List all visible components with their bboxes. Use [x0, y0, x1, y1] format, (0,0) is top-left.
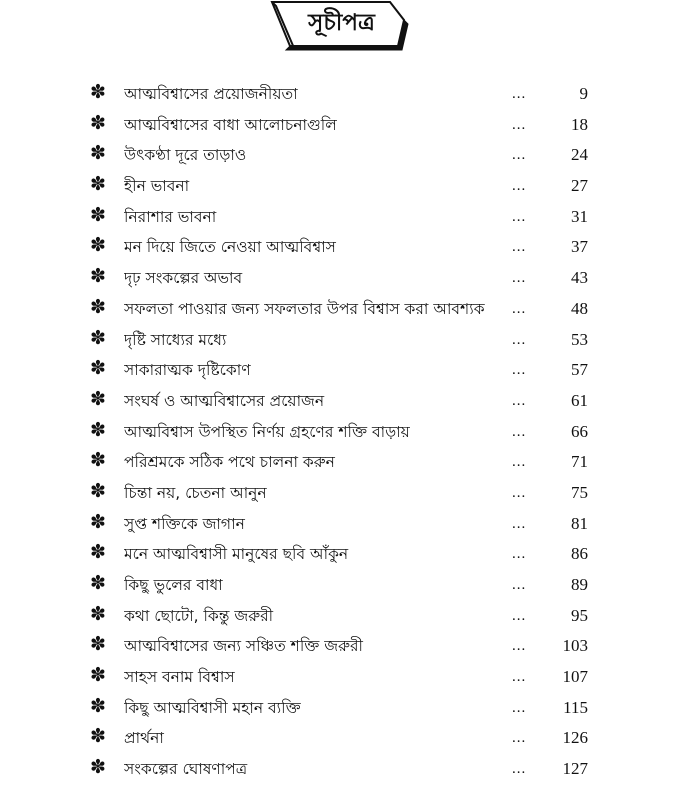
toc-entry-page-number: 127: [562, 759, 588, 779]
toc-entry-page-number: 107: [562, 667, 588, 687]
toc-entry[interactable]: [88, 753, 588, 784]
toc-header: [0, 0, 683, 60]
page-title: সূচীপত্র: [308, 10, 375, 36]
table-of-contents: [88, 78, 588, 784]
bullet-star-icon: ✽: [90, 541, 106, 564]
dot-leader: ...: [512, 638, 527, 655]
dot-leader: ...: [512, 423, 527, 440]
dot-leader: ...: [512, 208, 527, 225]
toc-entry-page-number: 81: [571, 513, 588, 533]
dot-leader: ...: [512, 300, 527, 317]
toc-entry-title: সংঘর্ষ ও আত্মবিশ্বাসের প্রয়োজন: [124, 391, 325, 410]
toc-entry-title: সাহস বনাম বিশ্বাস: [124, 668, 235, 687]
toc-entry-page-number: 61: [571, 390, 588, 410]
dot-leader: ...: [512, 484, 527, 501]
toc-entry[interactable]: [88, 170, 588, 201]
toc-entry-title: হীন ভাবনা: [124, 177, 190, 196]
toc-entry-title: দৃঢ় সংকল্পের অভাব: [124, 269, 243, 288]
dot-leader: ...: [512, 270, 527, 287]
toc-entry-title: কিছু ভুলের বাধা: [124, 576, 223, 594]
toc-entry-page-number: 24: [571, 145, 588, 165]
toc-entry-title: আত্মবিশ্বাস উপস্থিত নির্ণয় গ্রহণের শক্তি বাড়ায়: [124, 422, 410, 441]
toc-entry-page-number: 43: [571, 268, 588, 288]
toc-entry-title: চিন্তা নয়, চেতনা আনুন: [124, 483, 267, 502]
toc-entry[interactable]: [88, 201, 588, 232]
toc-entry-title: মন দিয়ে জিতে নেওয়া আত্মবিশ্বাস: [124, 238, 336, 257]
toc-entry-title: কিছু আত্মবিশ্বাসী মহান ব্যক্তি: [124, 698, 301, 717]
dot-leader: ...: [512, 607, 527, 624]
toc-entry-page-number: 27: [571, 176, 588, 196]
bullet-star-icon: ✽: [90, 173, 106, 196]
bullet-star-icon: ✽: [90, 387, 106, 410]
toc-entry-page-number: 103: [562, 636, 588, 656]
bullet-star-icon: ✽: [90, 694, 106, 717]
bullet-star-icon: ✽: [90, 326, 106, 349]
toc-entry-title: আত্মবিশ্বাসের প্রয়োজনীয়তা: [124, 85, 298, 103]
bullet-star-icon: ✽: [90, 725, 106, 748]
toc-entry-page-number: 31: [571, 206, 588, 226]
bullet-star-icon: ✽: [90, 295, 106, 318]
toc-entry[interactable]: [88, 508, 588, 539]
bullet-star-icon: ✽: [90, 479, 106, 502]
toc-entry-title: মনে আত্মবিশ্বাসী মানুষের ছবি আঁকুন: [124, 545, 349, 564]
toc-entry[interactable]: [88, 78, 588, 109]
toc-entry-title: প্রার্থনা: [124, 729, 164, 748]
toc-entry-page-number: 57: [571, 360, 588, 380]
toc-entry-page-number: 115: [563, 697, 588, 717]
toc-entry[interactable]: [88, 231, 588, 262]
toc-entry-page-number: 48: [571, 298, 588, 318]
dot-leader: ...: [512, 86, 527, 102]
toc-entry[interactable]: [88, 354, 588, 385]
toc-entry-page-number: 37: [571, 237, 588, 257]
bullet-star-icon: ✽: [90, 81, 106, 103]
dot-leader: ...: [512, 147, 527, 164]
toc-entry[interactable]: [88, 262, 588, 293]
toc-entry-page-number: 86: [571, 544, 588, 564]
toc-entry-page-number: 9: [579, 84, 588, 103]
toc-entry[interactable]: [88, 385, 588, 416]
toc-entry-title: আত্মবিশ্বাসের জন্য সঞ্চিত শক্তি জরুরী: [124, 637, 363, 656]
toc-entry-page-number: 89: [571, 575, 588, 594]
toc-entry-title: পরিশ্রমকে সঠিক পথে চালনা করুন: [124, 453, 335, 472]
toc-entry-title: কথা ছোটো, কিন্তু জরুরী: [124, 606, 274, 625]
dot-leader: ...: [512, 515, 527, 532]
toc-entry[interactable]: [88, 477, 588, 508]
toc-entry[interactable]: [88, 324, 588, 355]
bullet-star-icon: ✽: [90, 234, 106, 257]
bullet-star-icon: ✽: [90, 510, 106, 533]
toc-entry-title: দৃষ্টি সাধ্যের মধ্যে: [124, 330, 227, 349]
bullet-star-icon: ✽: [90, 111, 106, 134]
bullet-star-icon: ✽: [90, 265, 106, 288]
toc-entry-page-number: 75: [571, 482, 588, 502]
dot-leader: ...: [512, 454, 527, 471]
toc-entry-title: নিরাশার ভাবনা: [124, 207, 217, 226]
toc-entry[interactable]: [88, 139, 588, 170]
toc-entry-page-number: 66: [571, 421, 588, 441]
toc-entry[interactable]: [88, 569, 588, 600]
dot-leader: ...: [512, 730, 527, 747]
bullet-star-icon: ✽: [90, 664, 106, 687]
bullet-star-icon: ✽: [90, 602, 106, 625]
toc-entry[interactable]: [88, 692, 588, 723]
dot-leader: ...: [512, 116, 527, 133]
dot-leader: ...: [512, 362, 527, 379]
toc-entry-page-number: 53: [571, 329, 588, 349]
toc-entry-title: সাকারাত্মক দৃষ্টিকোণ: [124, 361, 251, 380]
bullet-star-icon: ✽: [90, 756, 106, 779]
toc-entry-page-number: 18: [571, 114, 588, 134]
dot-leader: ...: [512, 392, 527, 409]
toc-entry[interactable]: [88, 600, 588, 631]
bullet-star-icon: ✽: [90, 418, 106, 441]
bullet-star-icon: ✽: [90, 203, 106, 226]
toc-entry-title: উৎকণ্ঠা দূরে তাড়াও: [124, 146, 247, 165]
toc-entry-page-number: 71: [571, 452, 588, 472]
dot-leader: ...: [512, 669, 527, 686]
dot-leader: ...: [512, 546, 527, 563]
toc-entry-title: সফলতা পাওয়ার জন্য সফলতার উপর বিশ্বাস করা আবশ্যক: [124, 299, 485, 318]
bullet-star-icon: ✽: [90, 142, 106, 165]
toc-entry[interactable]: [88, 416, 588, 447]
toc-entry-title: আত্মবিশ্বাসের বাধা আলোচনাগুলি: [124, 115, 337, 134]
toc-entry[interactable]: [88, 661, 588, 692]
toc-entry-title: সুপ্ত শক্তিকে জাগান: [124, 514, 245, 533]
toc-entry[interactable]: [88, 630, 588, 661]
dot-leader: ...: [512, 331, 527, 348]
toc-entry-title: সংকল্পের ঘোষণাপত্র: [124, 760, 248, 779]
bullet-star-icon: ✽: [90, 633, 106, 656]
dot-leader: ...: [512, 577, 527, 593]
toc-entry[interactable]: [88, 293, 588, 324]
toc-entry[interactable]: [88, 446, 588, 477]
dot-leader: ...: [512, 239, 527, 256]
dot-leader: ...: [512, 178, 527, 195]
toc-entry[interactable]: [88, 722, 588, 753]
toc-entry[interactable]: [88, 109, 588, 140]
toc-entry-page-number: 126: [562, 728, 588, 748]
toc-entry[interactable]: [88, 538, 588, 569]
bullet-star-icon: ✽: [90, 449, 106, 472]
bullet-star-icon: ✽: [90, 572, 106, 594]
dot-leader: ...: [512, 699, 527, 716]
dot-leader: ...: [512, 761, 527, 778]
bullet-star-icon: ✽: [90, 357, 106, 380]
toc-entry-page-number: 95: [571, 605, 588, 625]
